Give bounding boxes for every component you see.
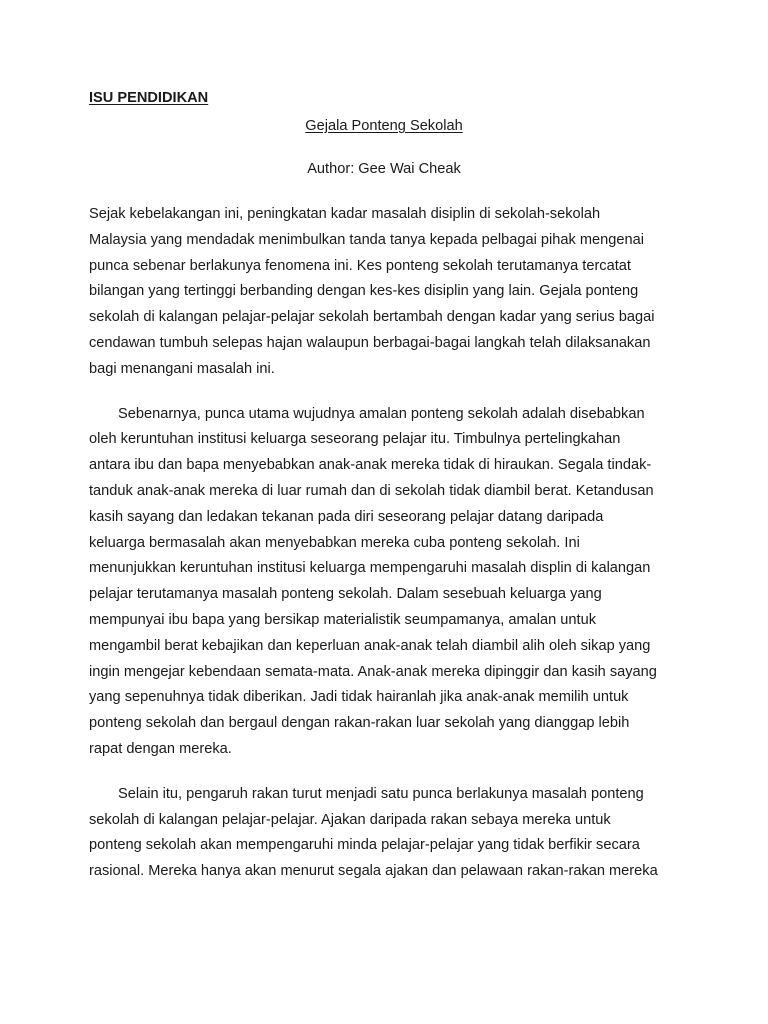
text-line: ponteng sekolah akan mempengaruhi minda pelajar-pelajar yang tidak berfikir secara xyxy=(89,837,640,854)
paragraph-3 xyxy=(89,782,689,885)
text-line: Selain itu, pengaruh rakan turut menjadi satu punca berlakunya masalah ponteng xyxy=(118,785,644,802)
text-line: ponteng sekolah dan bergaul dengan rakan-rakan luar sekolah yang dianggap lebih xyxy=(89,715,630,732)
text-line: mengambil berat kebajikan dan keperluan anak-anak telah diambil alih oleh sikap yang xyxy=(89,637,651,654)
text-line: rasional. Mereka hanya akan menurut segala ajakan dan pelawaan rakan-rakan mereka xyxy=(89,863,658,880)
text-line: Sebenarnya, punca utama wujudnya amalan ponteng sekolah adalah disebabkan xyxy=(118,405,645,422)
text-line: cendawan tumbuh selepas hajan walaupun berbagai-bagai langkah telah dilaksanakan xyxy=(89,334,651,351)
text-line: mempunyai ibu bapa yang bersikap materialistik seumpamanya, amalan untuk xyxy=(89,611,596,628)
text-line: oleh keruntuhan institusi keluarga seseorang pelajar itu. Timbulnya pertelingkahan xyxy=(89,431,621,448)
text-line: punca sebenar berlakunya fenomena ini. Kes ponteng sekolah terutamanya tercatat xyxy=(89,257,631,274)
text-line: sekolah di kalangan pelajar-pelajar. Ajakan daripada rakan sebaya mereka untuk xyxy=(89,811,611,828)
paragraph-2 xyxy=(89,402,689,763)
text-line: pelajar terutamanya masalah ponteng sekolah. Dalam sesebuah keluarga yang xyxy=(89,586,602,603)
text-line: keluarga bermasalah akan menyebabkan mereka cuba ponteng sekolah. Ini xyxy=(89,534,580,551)
text-line: ingin mengejar kebendaan semata-mata. Anak-anak mereka dipinggir dan kasih sayang xyxy=(89,663,657,680)
body-text xyxy=(89,202,689,904)
text-line: bilangan yang tertinggi berbanding dengan kes-kes disiplin yang lain. Gejala ponteng xyxy=(89,283,639,300)
text-line: Malaysia yang mendadak menimbulkan tanda tanya kepada pelbagai pihak mengenai xyxy=(89,231,644,248)
author-line: Author: Gee Wai Cheak xyxy=(307,161,461,177)
text-line: rapat dengan mereka. xyxy=(89,740,232,757)
text-line: antara ibu dan bapa menyebabkan anak-anak mereka tidak di hiraukan. Segala tindak- xyxy=(89,457,652,474)
text-line: kasih sayang dan ledakan tekanan pada diri seseorang pelajar datang daripada xyxy=(89,508,604,525)
text-line: Sejak kebelakangan ini, peningkatan kadar masalah disiplin di sekolah-sekolah xyxy=(89,206,601,222)
section-heading: ISU PENDIDIKAN xyxy=(89,90,209,106)
paragraph-1 xyxy=(89,202,689,383)
text-line: yang sepenuhnya tidak diberikan. Jadi tidak hairanlah jika anak-anak memilih untuk xyxy=(89,689,629,706)
text-line: menunjukkan keruntuhan institusi keluarga mempengaruhi masalah displin di kalangan xyxy=(89,560,651,577)
text-line: bagi menangani masalah ini. xyxy=(89,360,275,377)
document-title: Gejala Ponteng Sekolah xyxy=(305,118,463,134)
text-line: sekolah di kalangan pelajar-pelajar sekolah bertambah dengan kadar yang serius bagai xyxy=(89,309,655,326)
text-line: tanduk anak-anak mereka di luar rumah dan di sekolah tidak diambil berat. Ketandusan xyxy=(89,482,654,499)
